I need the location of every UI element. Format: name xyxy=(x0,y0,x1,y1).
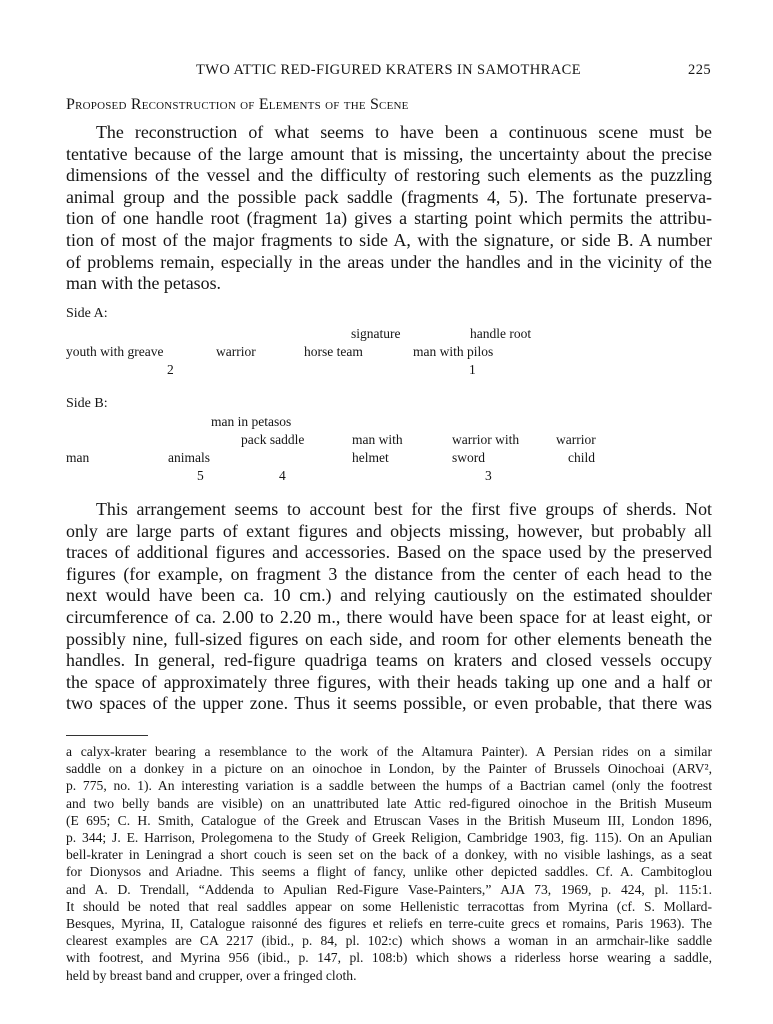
footnote-line: bell-krater in Leningrad a short couch is seen set on the back of a donkey, with no visible lashings, as a seat xyxy=(66,847,712,863)
text-line: traces of additional figures and accessories. Based on the space used by the preserved xyxy=(66,542,712,563)
side-a-handle-root: handle root xyxy=(470,326,532,341)
footnote-line: and A. D. Trendall, “Addenda to Apulian Red-Figure Vase-Painters,” AJA 73, 1969, p. 424, pl. 115:1. xyxy=(66,881,712,897)
text-line: of problems remain, especially in the areas under the handles and in the vicinity of the xyxy=(66,251,712,272)
side-a-horse-team: horse team xyxy=(304,344,363,359)
text-line: the space of approximately three figures, with their heads taking up one and a half or xyxy=(66,671,712,692)
side-b-helmet: helmet xyxy=(352,450,389,465)
footnote-line: (E 695; C. H. Smith, Catalogue of the Greek and Etruscan Vases in the British Museum III, London 1896, xyxy=(66,812,712,828)
footnote-line: held by breast band and crupper, over a fringed cloth. xyxy=(66,967,357,983)
footnote-rule xyxy=(66,735,148,736)
section-heading: Proposed Reconstruction of Elements of the Scene xyxy=(66,96,409,113)
side-b-man-with: man with xyxy=(352,432,403,447)
side-a-fragment-1: 1 xyxy=(469,362,476,377)
text-line: next would have been ca. 10 cm.) and relying cautiously on the estimated shoulder xyxy=(66,585,712,606)
text-line: tion of one handle root (fragment 1a) gives a starting point which permits the attribu- xyxy=(66,208,712,229)
text-line: possibly nine, full-sized figures on each side, and room for other elements beneath the xyxy=(66,628,712,649)
side-b-fragment-5: 5 xyxy=(197,468,204,483)
text-line: The reconstruction of what seems to have been a continuous scene must be xyxy=(96,122,712,142)
text-line: animal group and the possible pack saddle (fragments 4, 5). The fortunate preserva- xyxy=(66,186,712,207)
text-line: figures (for example, on fragment 3 the distance from the center of each head to the xyxy=(66,563,712,584)
footnote-line: Besques, Myrina, II, Catalogue raisonné des figures et reliefs en terre-cuite grecs et romains, Paris 1963). The xyxy=(66,916,712,932)
footnote-line: a calyx-krater bearing a resemblance to the work of the Altamura Painter). A Persian rides on a similar xyxy=(66,744,712,759)
side-b-label: Side B: xyxy=(66,396,108,411)
footnote-line: clearest examples are CA 2217 (ibid., p. 84, pl. 102:c) which shows a woman in an armchair-like saddle xyxy=(66,933,712,949)
text-line: This arrangement seems to account best for the first five groups of sherds. Not xyxy=(96,499,712,519)
text-line: man with the petasos. xyxy=(66,273,222,294)
side-b-man: man xyxy=(66,450,90,465)
footnote-line: It should be noted that real saddles appear on some Hellenistic terracottas from Myrina (cf. S. Mollard- xyxy=(66,898,712,914)
side-a-youth: youth with greave xyxy=(66,344,164,359)
side-b-pack-saddle: pack saddle xyxy=(241,432,305,447)
side-b-child: child xyxy=(568,450,595,465)
text-line: handles. In general, red-figure quadriga teams on kraters and closed vessels occupy xyxy=(66,650,712,671)
side-a-warrior: warrior xyxy=(216,344,256,359)
side-a-signature: signature xyxy=(351,326,401,341)
text-line: tion of most of the major fragments to side A, with the signature, or side B. A number xyxy=(66,229,712,250)
text-line: only are large parts of extant figures and objects missing, however, but probably all xyxy=(66,520,712,541)
paragraph-reconstruction xyxy=(66,122,712,295)
side-b-man-petasos: man in petasos xyxy=(211,414,292,429)
running-head-title: TWO ATTIC RED-FIGURED KRATERS IN SAMOTHRACE xyxy=(196,62,581,78)
text-line: circumference of ca. 2.00 to 2.20 m., there would have been space for at least eight, or xyxy=(66,606,712,627)
side-b-sword: sword xyxy=(452,450,485,465)
footnote xyxy=(66,743,712,984)
footnote-line: with footrest, and Myrina 956 (ibid., p. 147, pl. 108:b) which shows a riderless horse wearing a saddle, xyxy=(66,950,712,966)
paragraph-arrangement xyxy=(66,499,712,715)
side-b-fragment-3: 3 xyxy=(485,468,492,483)
footnote-line: p. 344; J. E. Harrison, Prolegomena to the Study of Greek Religion, Cambridge 1903, fig. 115). On an Apulian xyxy=(66,830,712,846)
side-a-label: Side A: xyxy=(66,306,108,321)
page-number: 225 xyxy=(688,62,711,78)
side-b-fragment-4: 4 xyxy=(279,468,286,483)
footnote-line: for Dionysos and Ariadne. This seems a flight of fancy, unlike other depicted saddles. Cf. A. Cambitoglou xyxy=(66,864,712,880)
text-line: tentative because of the large amount that is missing, the uncertainty about the precise xyxy=(66,143,712,164)
footnote-line: p. 775, no. 1). An interesting variation is a saddle between the humps of a Bactrian camel (only the footrest xyxy=(66,778,712,794)
side-b-warrior: warrior xyxy=(556,432,596,447)
footnote-line: and two belly bands are visible) on an unattributed late Attic red-figured oinochoe in the British Museum xyxy=(66,795,712,811)
text-line: dimensions of the vessel and the difficulty of restoring such elements as the puzzling xyxy=(66,165,712,186)
side-a-fragment-2: 2 xyxy=(167,362,174,377)
footnote-line: saddle on a donkey in a picture on an oinochoe in London, by the Painter of Brussels Oinochoai (ARV², xyxy=(66,761,712,777)
side-b-warrior-with: warrior with xyxy=(452,432,520,447)
text-line: two spaces of the upper zone. Thus it seems possible, or even probable, that there was xyxy=(66,693,712,714)
side-a-man-pilos: man with pilos xyxy=(413,344,494,359)
side-b-animals: animals xyxy=(168,450,210,465)
